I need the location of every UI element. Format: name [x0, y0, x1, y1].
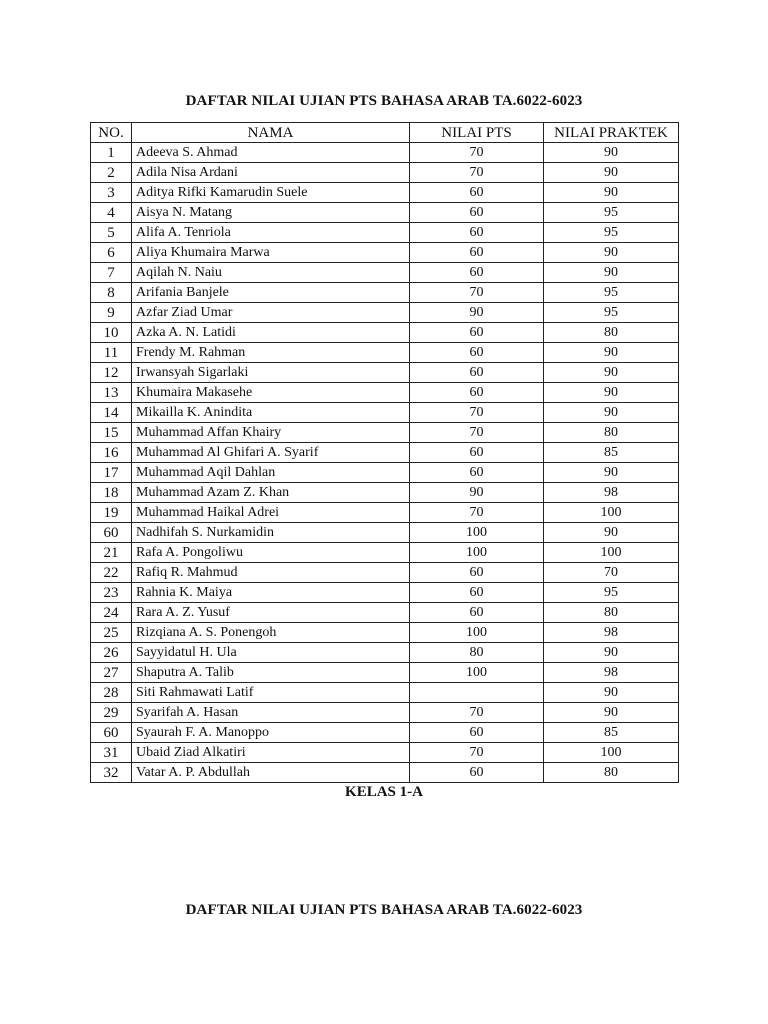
cell-no: 12: [91, 363, 132, 383]
cell-nilai-praktek: 90: [544, 363, 679, 383]
table-row: [91, 423, 679, 443]
cell-nilai-pts: 90: [410, 303, 544, 323]
table-row: [91, 443, 679, 463]
table-row: [91, 763, 679, 783]
cell-nilai-praktek: 98: [544, 483, 679, 503]
cell-no: 26: [91, 643, 132, 663]
cell-nilai-praktek: 90: [544, 143, 679, 163]
cell-nilai-praktek: 80: [544, 603, 679, 623]
table-row: [91, 483, 679, 503]
cell-nilai-praktek: 95: [544, 283, 679, 303]
cell-nilai-praktek: 90: [544, 703, 679, 723]
table-row: [91, 603, 679, 623]
cell-no: 13: [91, 383, 132, 403]
cell-no: 25: [91, 623, 132, 643]
table-row: [91, 643, 679, 663]
cell-nama: Frendy M. Rahman: [132, 343, 410, 363]
cell-nilai-pts: 90: [410, 483, 544, 503]
table-row: [91, 163, 679, 183]
cell-nilai-praktek: 90: [544, 183, 679, 203]
cell-nilai-praktek: 100: [544, 503, 679, 523]
cell-nama: Azka A. N. Latidi: [132, 323, 410, 343]
cell-nilai-praktek: 85: [544, 443, 679, 463]
table-row: [91, 343, 679, 363]
cell-nilai-pts: 100: [410, 663, 544, 683]
table-row: [91, 363, 679, 383]
cell-no: 60: [91, 523, 132, 543]
cell-nama: Sayyidatul H. Ula: [132, 643, 410, 663]
cell-no: 31: [91, 743, 132, 763]
cell-nilai-pts: 60: [410, 383, 544, 403]
cell-nama: Muhammad Azam Z. Khan: [132, 483, 410, 503]
table-row: [91, 583, 679, 603]
table-row: [91, 723, 679, 743]
table-row: [91, 743, 679, 763]
table-row: [91, 183, 679, 203]
table-row: [91, 323, 679, 343]
cell-no: 60: [91, 723, 132, 743]
cell-nama: Rara A. Z. Yusuf: [132, 603, 410, 623]
cell-no: 22: [91, 563, 132, 583]
cell-no: 32: [91, 763, 132, 783]
table-header-row: [91, 123, 679, 143]
cell-nilai-pts: 60: [410, 203, 544, 223]
cell-nilai-pts: 70: [410, 703, 544, 723]
table-row: [91, 283, 679, 303]
cell-nama: Aditya Rifki Kamarudin Suele: [132, 183, 410, 203]
cell-nilai-pts: 60: [410, 343, 544, 363]
cell-nama: Adeeva S. Ahmad: [132, 143, 410, 163]
cell-nilai-pts: 70: [410, 143, 544, 163]
cell-no: 28: [91, 683, 132, 703]
table-row: [91, 543, 679, 563]
table-row: [91, 703, 679, 723]
table-row: [91, 623, 679, 643]
cell-nilai-pts: 80: [410, 643, 544, 663]
cell-nilai-praktek: 80: [544, 323, 679, 343]
cell-nilai-praktek: 90: [544, 263, 679, 283]
cell-no: 10: [91, 323, 132, 343]
cell-nama: Irwansyah Sigarlaki: [132, 363, 410, 383]
cell-nilai-pts: 70: [410, 423, 544, 443]
cell-nilai-pts: 60: [410, 363, 544, 383]
cell-nilai-praktek: 98: [544, 623, 679, 643]
cell-nilai-praktek: 90: [544, 243, 679, 263]
table-body: [91, 143, 679, 783]
cell-nama: Muhammad Aqil Dahlan: [132, 463, 410, 483]
cell-no: 4: [91, 203, 132, 223]
table-row: [91, 303, 679, 323]
cell-nilai-pts: 70: [410, 503, 544, 523]
cell-no: 7: [91, 263, 132, 283]
table-row: [91, 523, 679, 543]
table-row: [91, 263, 679, 283]
cell-nama: Nadhifah S. Nurkamidin: [132, 523, 410, 543]
cell-nilai-pts: 60: [410, 723, 544, 743]
cell-nilai-praktek: 90: [544, 343, 679, 363]
cell-nilai-praktek: 70: [544, 563, 679, 583]
table-row: [91, 243, 679, 263]
cell-nilai-pts: 60: [410, 223, 544, 243]
table-row: [91, 223, 679, 243]
cell-nilai-pts: 60: [410, 243, 544, 263]
class-label: KELAS 1-A: [345, 784, 423, 800]
cell-nilai-pts: 70: [410, 403, 544, 423]
cell-nama: Siti Rahmawati Latif: [132, 683, 410, 703]
cell-nama: Mikailla K. Anindita: [132, 403, 410, 423]
cell-no: 17: [91, 463, 132, 483]
cell-nilai-praktek: 90: [544, 463, 679, 483]
cell-nilai-praktek: 90: [544, 163, 679, 183]
table-row: [91, 463, 679, 483]
second-document-title: DAFTAR NILAI UJIAN PTS BAHASA ARAB TA.6022-6023: [185, 902, 583, 918]
cell-nilai-praktek: 100: [544, 743, 679, 763]
cell-nilai-pts: 60: [410, 463, 544, 483]
cell-nama: Adila Nisa Ardani: [132, 163, 410, 183]
cell-nilai-pts: 60: [410, 763, 544, 783]
cell-nama: Rafiq R. Mahmud: [132, 563, 410, 583]
cell-no: 14: [91, 403, 132, 423]
table-row: [91, 683, 679, 703]
cell-nilai-praktek: 95: [544, 203, 679, 223]
cell-nama: Vatar A. P. Abdullah: [132, 763, 410, 783]
cell-nilai-pts: 60: [410, 563, 544, 583]
cell-no: 5: [91, 223, 132, 243]
cell-nilai-praktek: 90: [544, 523, 679, 543]
table-row: [91, 403, 679, 423]
cell-nilai-praktek: 95: [544, 223, 679, 243]
cell-no: 9: [91, 303, 132, 323]
cell-nama: Muhammad Haikal Adrei: [132, 503, 410, 523]
cell-nilai-pts: 60: [410, 443, 544, 463]
cell-no: 16: [91, 443, 132, 463]
header-no: NO.: [91, 123, 132, 143]
cell-nama: Muhammad Affan Khairy: [132, 423, 410, 443]
cell-nilai-praktek: 90: [544, 403, 679, 423]
header-nama: NAMA: [132, 123, 410, 143]
cell-nama: Rizqiana A. S. Ponengoh: [132, 623, 410, 643]
cell-nilai-praktek: 95: [544, 303, 679, 323]
cell-nilai-pts: 100: [410, 623, 544, 643]
cell-no: 8: [91, 283, 132, 303]
cell-nama: Arifania Banjele: [132, 283, 410, 303]
cell-no: 23: [91, 583, 132, 603]
cell-nama: Syaurah F. A. Manoppo: [132, 723, 410, 743]
cell-nilai-pts: 70: [410, 743, 544, 763]
cell-nilai-praktek: 90: [544, 383, 679, 403]
cell-no: 15: [91, 423, 132, 443]
cell-nama: Alifa A. Tenriola: [132, 223, 410, 243]
cell-nilai-pts: 70: [410, 283, 544, 303]
cell-nilai-praktek: 90: [544, 683, 679, 703]
cell-nilai-pts: 60: [410, 263, 544, 283]
header-nilai-praktek: NILAI PRAKTEK: [544, 123, 679, 143]
cell-nilai-pts: 70: [410, 163, 544, 183]
cell-nama: Azfar Ziad Umar: [132, 303, 410, 323]
cell-no: 21: [91, 543, 132, 563]
table-row: [91, 563, 679, 583]
cell-nama: Rahnia K. Maiya: [132, 583, 410, 603]
cell-nilai-pts: 60: [410, 583, 544, 603]
cell-nama: Rafa A. Pongoliwu: [132, 543, 410, 563]
grades-table: [90, 122, 679, 783]
cell-no: 24: [91, 603, 132, 623]
cell-nama: Aliya Khumaira Marwa: [132, 243, 410, 263]
cell-nilai-praktek: 95: [544, 583, 679, 603]
cell-nilai-pts: 100: [410, 523, 544, 543]
table-row: [91, 383, 679, 403]
cell-nama: Aqilah N. Naiu: [132, 263, 410, 283]
cell-no: 29: [91, 703, 132, 723]
cell-no: 19: [91, 503, 132, 523]
cell-nama: Aisya N. Matang: [132, 203, 410, 223]
cell-nilai-pts: 60: [410, 183, 544, 203]
table-row: [91, 203, 679, 223]
cell-no: 3: [91, 183, 132, 203]
table-row: [91, 143, 679, 163]
cell-nama: Muhammad Al Ghifari A. Syarif: [132, 443, 410, 463]
cell-nama: Khumaira Makasehe: [132, 383, 410, 403]
cell-nilai-pts: 60: [410, 603, 544, 623]
cell-nama: Syarifah A. Hasan: [132, 703, 410, 723]
cell-no: 1: [91, 143, 132, 163]
cell-nilai-praktek: 80: [544, 763, 679, 783]
table-row: [91, 663, 679, 683]
cell-nama: Shaputra A. Talib: [132, 663, 410, 683]
cell-no: 11: [91, 343, 132, 363]
cell-no: 18: [91, 483, 132, 503]
header-nilai-pts: NILAI PTS: [410, 123, 544, 143]
cell-nilai-praktek: 90: [544, 643, 679, 663]
cell-nama: Ubaid Ziad Alkatiri: [132, 743, 410, 763]
cell-nilai-pts: [410, 683, 544, 703]
cell-nilai-praktek: 100: [544, 543, 679, 563]
table-row: [91, 503, 679, 523]
document-title: DAFTAR NILAI UJIAN PTS BAHASA ARAB TA.6022-6023: [185, 93, 583, 109]
cell-no: 2: [91, 163, 132, 183]
cell-nilai-praktek: 98: [544, 663, 679, 683]
cell-nilai-praktek: 85: [544, 723, 679, 743]
cell-nilai-pts: 60: [410, 323, 544, 343]
cell-no: 27: [91, 663, 132, 683]
cell-no: 6: [91, 243, 132, 263]
cell-nilai-praktek: 80: [544, 423, 679, 443]
cell-nilai-pts: 100: [410, 543, 544, 563]
